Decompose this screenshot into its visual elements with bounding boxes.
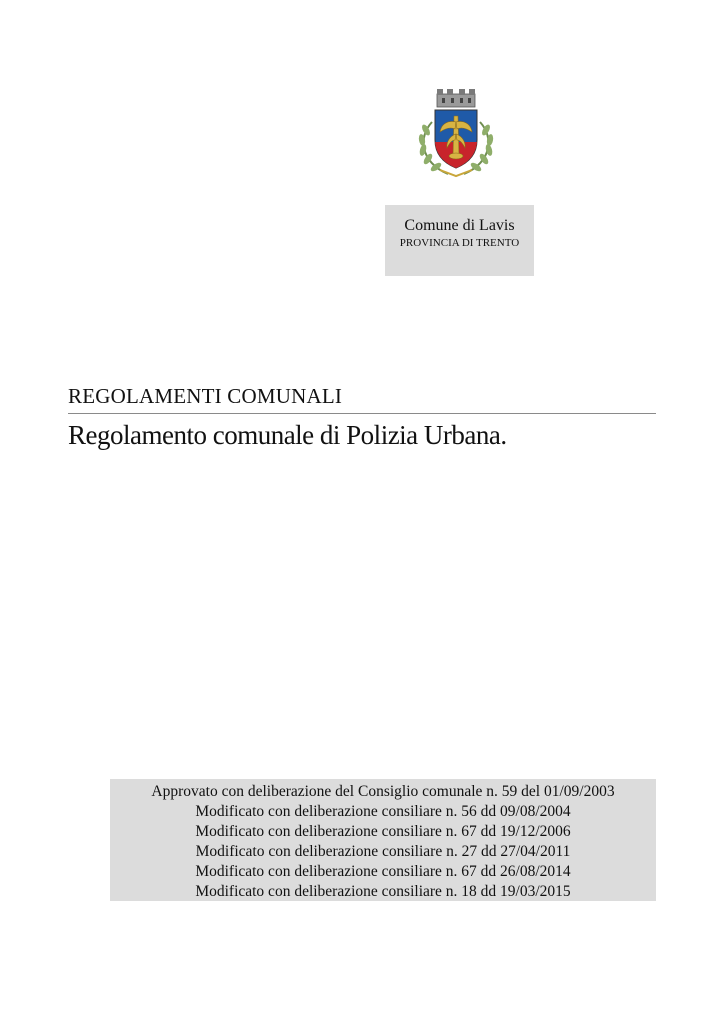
issuer-box bbox=[385, 205, 534, 276]
amendment-line: Modificato con deliberazione consiliare n. 18 dd 19/03/2015 bbox=[195, 883, 571, 900]
document-title: Regolamento comunale di Polizia Urbana. bbox=[68, 420, 507, 450]
issuer-province: PROVINCIA DI TRENTO bbox=[399, 237, 520, 249]
approval-line: Approvato con deliberazione del Consiglio comunale n. 59 del 01/09/2003 bbox=[151, 783, 615, 800]
issuer-name: Comune di Lavis bbox=[404, 217, 515, 234]
lavis-coat-of-arms-icon bbox=[410, 82, 502, 182]
amendment-line: Modificato con deliberazione consiliare n. 67 dd 26/08/2014 bbox=[195, 863, 571, 880]
approval-history-box bbox=[110, 779, 656, 901]
amendment-line: Modificato con deliberazione consiliare n. 56 dd 09/08/2004 bbox=[195, 803, 571, 820]
amendment-line: Modificato con deliberazione consiliare n. 67 dd 19/12/2006 bbox=[195, 823, 571, 840]
amendment-line: Modificato con deliberazione consiliare n. 27 dd 27/04/2011 bbox=[195, 843, 571, 860]
section-heading: REGOLAMENTI COMUNALI bbox=[68, 383, 656, 414]
